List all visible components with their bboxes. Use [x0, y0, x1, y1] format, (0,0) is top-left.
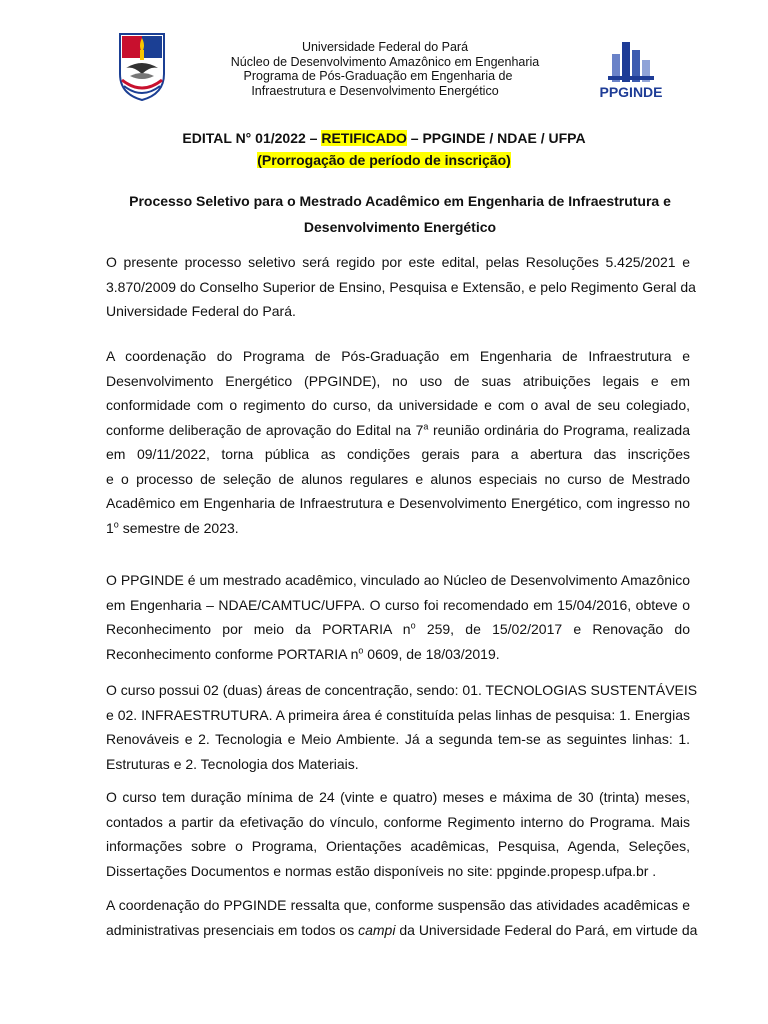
paragraph-fragment: 259, de 15/02/2017 e Renovação do	[415, 621, 690, 637]
edital-title	[0, 130, 768, 146]
process-heading	[110, 188, 690, 240]
ordinal-sup: o	[113, 518, 119, 529]
nucleus-name: Núcleo de Desenvolvimento Amazônico em Engenharia	[230, 54, 540, 69]
paragraph-line	[106, 617, 690, 642]
edital-title-part2: – PPGINDE / NDAE / UFPA	[406, 130, 586, 146]
paragraph-fragment: 1	[106, 519, 114, 536]
paragraph-line: Desenvolvimento Energético (PPGINDE), no uso de suas atribuições legais e em	[106, 372, 690, 389]
paragraph-line	[106, 418, 690, 443]
institution-header	[180, 40, 590, 98]
paragraph-fragment: semestre de 2023.	[118, 519, 239, 536]
paragraph-line: A coordenação do Programa de Pós-Graduação em Engenharia de Infraestrutura e	[106, 348, 690, 364]
paragraph-line: Estruturas e 2. Tecnologia dos Materiais.	[106, 755, 359, 772]
process-heading-line2: Desenvolvimento Energético	[303, 219, 497, 235]
paragraph-line: e 02. INFRAESTRUTURA. A primeira área é constituída pelas linhas de pesquisa: 1. Energias	[106, 706, 690, 723]
paragraph-line	[106, 918, 698, 943]
paragraph-1	[106, 250, 696, 324]
process-heading-line1: Processo Seletivo para o Mestrado Acadêmico em Engenharia de Infraestrutura e	[129, 193, 671, 209]
program-name-line2: Infraestrutura e Desenvolvimento Energético	[251, 83, 499, 98]
paragraph-line: Renováveis e 2. Tecnologia e Meio Ambiente. Já a segunda tem-se as seguintes linhas: 1.	[106, 731, 690, 747]
prorrogacao-highlight: (Prorrogação de período de inscrição)	[257, 152, 511, 168]
paragraph-3	[106, 568, 690, 666]
paragraph-line: em 09/11/2022, torna pública as condições gerais para a abertura das inscrições	[106, 446, 690, 462]
paragraph-6	[106, 893, 698, 942]
paragraph-line: contados a partir da efetivação do vínculo, conforme Regimento interno do Programa. Mais	[106, 813, 690, 830]
paragraph-fragment: reunião ordinária do Programa, realizada	[428, 421, 690, 438]
paragraph-line: em Engenharia – NDAE/CAMTUC/UFPA. O curso foi recomendado em 15/04/2016, obteve o	[106, 596, 690, 613]
paragraph-line: 3.870/2009 do Conselho Superior de Ensino, Pesquisa e Extensão, e pelo Regimento Geral da	[106, 278, 696, 295]
paragraph-line: O curso possui 02 (duas) áreas de concentração, sendo: 01. TECNOLOGIAS SUSTENTÁVEIS	[106, 682, 698, 698]
ppginde-logo	[588, 36, 674, 104]
paragraph-2	[106, 344, 690, 540]
paragraph-fragment: conforme deliberação de aprovação do Edital na 7	[106, 421, 424, 438]
paragraph-line: conformidade com o regimento do curso, da universidade e com o aval de seu colegiado,	[106, 397, 690, 413]
paragraph-fragment: administrativas presenciais em todos os	[106, 921, 359, 938]
retificado-highlight: RETIFICADO	[321, 130, 407, 146]
edital-subtitle	[0, 152, 768, 168]
numero-sup: o	[358, 644, 364, 655]
paragraph-fragment: Reconhecimento por meio da PORTARIA n	[106, 621, 411, 637]
ordinal-sup: a	[423, 420, 429, 431]
paragraph-fragment: da Universidade Federal do Pará, em virtude da	[395, 921, 698, 938]
paragraph-line: e o processo de seleção de alunos regulares e alunos especiais no curso de Mestrado	[106, 470, 690, 487]
paragraph-5	[106, 785, 690, 883]
campi-italic: campi	[358, 921, 396, 938]
paragraph-fragment: Reconhecimento conforme PORTARIA n	[106, 645, 359, 662]
paragraph-line: Universidade Federal do Pará.	[106, 303, 296, 319]
paragraph-line: A coordenação do PPGINDE ressalta que, conforme suspensão das atividades acadêmicas e	[106, 897, 690, 913]
paragraph-line	[106, 516, 690, 541]
paragraph-line: O presente processo seletivo será regido por este edital, pelas Resoluções 5.425/2021 e	[106, 254, 690, 270]
numero-sup: o	[410, 620, 416, 631]
edital-title-part1: EDITAL N° 01/2022 –	[182, 130, 322, 146]
paragraph-4	[106, 678, 698, 776]
university-name: Universidade Federal do Pará	[301, 40, 469, 54]
program-name-line1: Programa de Pós-Graduação em Engenharia de	[243, 69, 513, 83]
ppginde-logo-text: PPGINDE	[599, 84, 663, 100]
ufpa-logo	[116, 30, 168, 102]
paragraph-line: Acadêmico em Engenharia de Infraestrutura e Desenvolvimento Energético, com ingresso no	[106, 495, 690, 511]
paragraph-line: O curso tem duração mínima de 24 (vinte e quatro) meses e máxima de 30 (trinta) meses,	[106, 789, 690, 805]
paragraph-fragment: 0609, de 18/03/2019.	[363, 645, 500, 662]
paragraph-line	[106, 642, 690, 667]
paragraph-line: O PPGINDE é um mestrado acadêmico, vinculado ao Núcleo de Desenvolvimento Amazônico	[106, 572, 690, 588]
paragraph-line: Dissertações Documentos e normas estão disponíveis no site: ppginde.propesp.ufpa.br .	[106, 862, 657, 879]
paragraph-line: informações sobre o Programa, Orientações acadêmicas, Pesquisa, Agenda, Seleções,	[106, 838, 690, 854]
